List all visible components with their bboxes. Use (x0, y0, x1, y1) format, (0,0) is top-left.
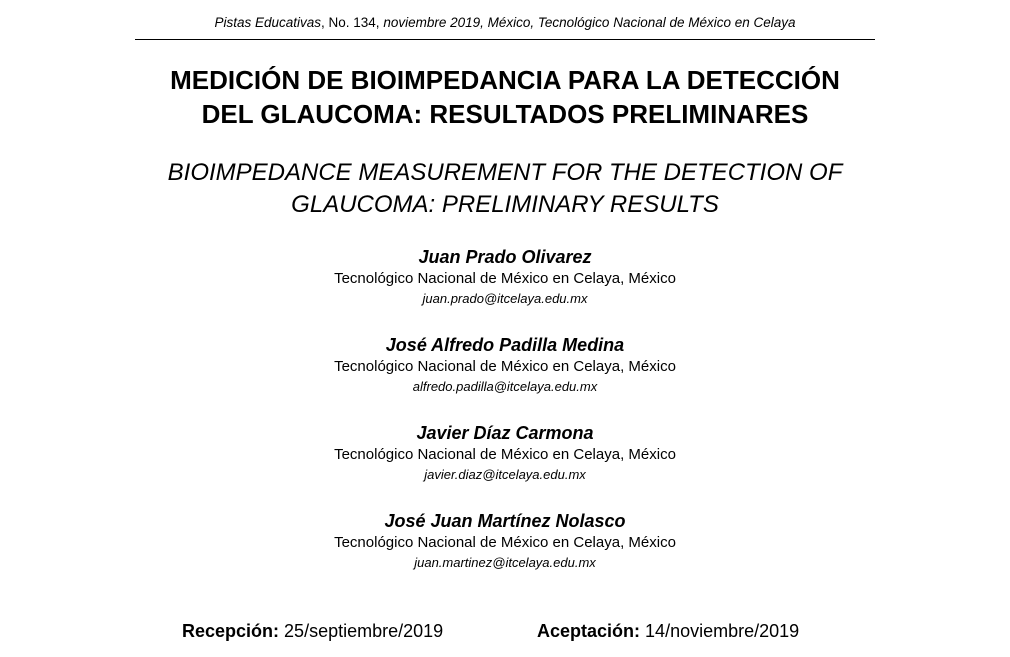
title-spanish-line-1: MEDICIÓN DE BIOIMPEDANCIA PARA LA DETECCIÓN (170, 65, 840, 95)
reception-value: 25/septiembre/2019 (284, 621, 444, 641)
acceptance-label: Aceptación: (537, 621, 641, 641)
author-name: Javier Díaz Carmona (416, 423, 594, 443)
reception-date (182, 619, 443, 643)
author-email: juan.prado@itcelaya.edu.mx (422, 291, 588, 306)
author-name: José Alfredo Padilla Medina (385, 335, 625, 355)
author-name: José Juan Martínez Nolasco (384, 511, 626, 531)
journal-name: Pistas Educativas (214, 15, 322, 30)
title-english-line-2: GLAUCOMA: PRELIMINARY RESULTS (291, 191, 719, 218)
reception-label: Recepción: (182, 621, 280, 641)
journal-issue: , No. 134, (321, 15, 384, 30)
author-affiliation: Tecnológico Nacional de México en Celaya, México (334, 534, 676, 551)
author-block (200, 334, 810, 396)
author-affiliation: Tecnológico Nacional de México en Celaya, México (334, 270, 676, 287)
acceptance-value: 14/noviembre/2019 (645, 621, 800, 641)
header-rule (135, 39, 875, 40)
author-email: alfredo.padilla@itcelaya.edu.mx (412, 379, 598, 394)
author-affiliation: Tecnológico Nacional de México en Celaya, México (334, 446, 676, 463)
title-spanish-line-2: DEL GLAUCOMA: RESULTADOS PRELIMINARES (201, 99, 809, 129)
title-english (100, 157, 910, 221)
author-email: juan.martinez@itcelaya.edu.mx (414, 555, 596, 570)
acceptance-date (537, 619, 799, 643)
author-block (200, 246, 810, 308)
author-email: javier.diaz@itcelaya.edu.mx (424, 467, 586, 482)
journal-date-place: noviembre 2019, México, Tecnológico Nacional de México en Celaya (383, 15, 796, 30)
author-block (200, 510, 810, 572)
author-block (200, 422, 810, 484)
running-header (135, 15, 875, 30)
author-name: Juan Prado Olivarez (418, 247, 592, 267)
title-spanish (100, 63, 910, 131)
author-affiliation: Tecnológico Nacional de México en Celaya, México (334, 358, 676, 375)
title-english-line-1: BIOIMPEDANCE MEASUREMENT FOR THE DETECTION OF (167, 159, 843, 186)
